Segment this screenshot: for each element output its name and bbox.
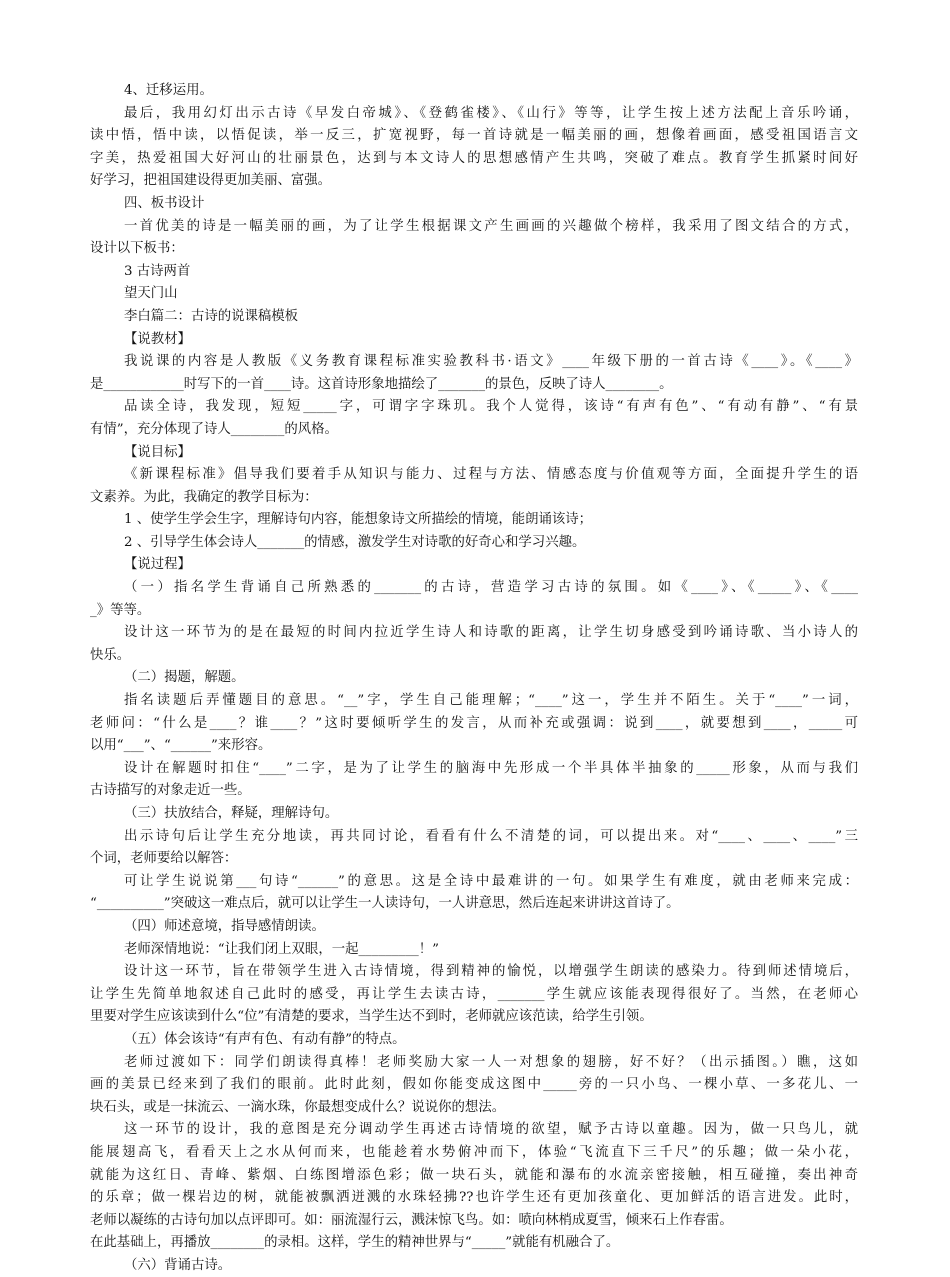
text-line: 老师过渡如下：同学们朗读得真棒！老师奖励大家一人一对想象的翅膀，好不好？（出示插图。）瞧，这如 [124, 1054, 858, 1070]
text-line: 可让学生说说第___句诗“______”的意思。这是全诗中最难讲的一句。如果学生有难度，就由老师来完成： [124, 873, 858, 889]
text-line: 在此基础上，再播放________的录相。这样，学生的精神世界与“_____”就能有机融合了。 [90, 1235, 620, 1251]
text-line: _》等等。 [90, 602, 151, 618]
text-line: （一）指名学生背诵自己所熟悉的_______的古诗，营造学习古诗的氛围。如《____》、《_____》、《____ [124, 580, 858, 596]
text-line: 一首优美的诗是一幅美丽的画，为了让学生根据课文产生画画的兴趣做个榜样，我采用了图文结合的方式， [124, 218, 858, 234]
text-line: （三）扶放结合，释疑，理解诗句。 [124, 806, 339, 821]
text-line: （四）师述意境，指导感情朗读。 [124, 918, 325, 934]
text-line: 读中悟，悟中读，以悟促读，举一反三，扩宽视野，每一首诗就是一幅美丽的画，想像着画面，感受祖国语言文 [90, 128, 858, 144]
text-line: 设计这一环节为的是在最短的时间内拉近学生诗人和诗歌的距离，让学生切身感受到吟诵诗歌、当小诗人的 [124, 625, 858, 641]
text-line: 1 、使学生学会生字，理解诗句内容，能想象诗文所描绘的情境，能朗诵该诗； [124, 512, 593, 528]
text-line: 老师以凝练的古诗句加以点评即可。如：丽流湿行云，溅沫惊飞鸟。如：喷向林梢成夏雪，倾来石上作春雷。 [90, 1212, 733, 1228]
text-line: 设计在解题时扣住“____”二字，是为了让学生的脑海中先形成一个半具体半抽象的_____形象，从而与我们 [124, 760, 858, 776]
text-line: 老师问：“什么是____？谁____？”这时要倾听学生的发言，从而补充或强调：说到____，就要想到____，_____可 [90, 715, 858, 731]
text-line: 最后，我用幻灯出示古诗《早发白帝城》、《登鹤雀楼》、《山行》等等，让学生按上述方法配上音乐吟诵， [124, 105, 858, 121]
text-line: 里要对学生应该读到什么“位”有清楚的要求，当学生达不到时，老师就应该范读，给学生引领。 [90, 1009, 653, 1025]
text-line: 能展翅高飞，看看天上之水从何而来，也能趁着水势俯冲而下，体验“飞流直下三千尺”的乐趣；做一朵小花， [90, 1144, 858, 1160]
text-line: 《新课程标准》倡导我们要着手从知识与能力、过程与方法、情感态度与价值观等方面，全面提升学生的语 [124, 467, 858, 483]
text-line: 李白篇二：古诗的说课稿模板 [124, 308, 299, 324]
text-line: 文素养。为此，我确定的教学目标为： [90, 489, 318, 505]
text-line: 有情”，充分体现了诗人________的风格。 [90, 421, 338, 437]
text-line: 让学生先简单地叙述自己此时的感受，再让学生去读古诗，_______学生就应该能表现得很好了。当然，在老师心 [90, 986, 858, 1002]
text-line: 个词，老师要给以解答： [90, 851, 238, 867]
text-line: 古诗描写的对象走近一些。 [90, 783, 251, 799]
text-line: 我说课的内容是人教版《义务教育课程标准实验教科书·语文》____年级下册的一首古诗《____》。《____》 [124, 354, 858, 370]
text-line: 2 、引导学生体会诗人_______的情感，激发学生对诗歌的好奇心和学习兴趣。 [124, 534, 586, 550]
text-line: 指名读题后弄懂题目的意思。“__”字，学生自己能理解；“____”这一，学生并不陌生。关于“____”一词， [124, 693, 858, 709]
text-line: 快乐。 [90, 647, 131, 663]
text-line: 出示诗句后让学生充分地读，再共同讨论，看看有什么不清楚的词，可以提出来。对“____、____、____”三 [124, 828, 858, 844]
text-line: 是____________时写下的一首____诗。这首诗形象地描绘了_______的景色，反映了诗人________。 [90, 376, 673, 392]
text-line: 以用“___”、“______”来形容。 [90, 738, 272, 754]
text-line: （二）揭题，解题。 [124, 670, 245, 686]
text-line: 字美，热爱祖国大好河山的壮丽景色，达到与本文诗人的思想感情产生共鸣，突破了难点。教育学生抓紧时间好 [90, 150, 858, 166]
text-line: 的乐章；做一棵岩边的树，就能被飘洒迸溅的水珠轻拂??也许学生还有更加孩童化、更加鲜活的语言进发。此时， [90, 1190, 858, 1206]
text-line: 【说教材】 [124, 331, 191, 347]
text-line: 3 古诗两首 [124, 263, 191, 279]
text-line: 画的美景已经来到了我们的眼前。此时此刻，假如你能变成这图中_____旁的一只小鸟、一棵小草、一多花儿、一 [90, 1077, 858, 1093]
text-line: 品读全诗，我发现，短短_____字，可谓字字珠玑。我个人觉得，该诗“有声有色”、“有动有静”、“有景 [124, 399, 858, 415]
text-line: 这一环节的设计，我的意图是充分调动学生再述古诗情境的欲望，赋予古诗以童趣。因为，做一只鸟儿，就 [124, 1122, 858, 1138]
text-line: 就能为这红日、青峰、紫烟、白练图增添色彩；做一块石头，就能和瀑布的水流亲密接触，相互碰撞，奏出神奇 [90, 1167, 858, 1183]
text-line: 【说目标】 [124, 444, 191, 460]
text-line: 4、迁移运用。 [124, 83, 213, 98]
text-line: 设计以下板书： [90, 241, 184, 257]
text-line: 望天门山 [124, 286, 178, 302]
text-line: （五）体会该诗“有声有色、有动有静”的特点。 [124, 1031, 406, 1047]
text-line: 设计这一环节，旨在带领学生进入古诗情境，得到精神的愉悦，以增强学生朗读的感染力。待到师述情境后， [124, 964, 858, 980]
text-line: 【说过程】 [124, 557, 191, 573]
text-line: 好学习，把祖国建设得更加美丽、富强。 [90, 173, 332, 189]
text-line: “__________”突破这一难点后，就可以让学生一人读诗句，一人讲意思，然后连起来讲讲这首诗了。 [90, 896, 680, 912]
text-line: 块石头，或是一抹流云、一滴水珠，你最想变成什么？说说你的想法。 [90, 1099, 506, 1115]
text-line: （六）背诵古诗。 [124, 1257, 232, 1273]
text-line: 四、板书设计 [124, 195, 205, 211]
text-line: 老师深情地说：“让我们闭上双眼，一起_________！” [124, 941, 439, 957]
